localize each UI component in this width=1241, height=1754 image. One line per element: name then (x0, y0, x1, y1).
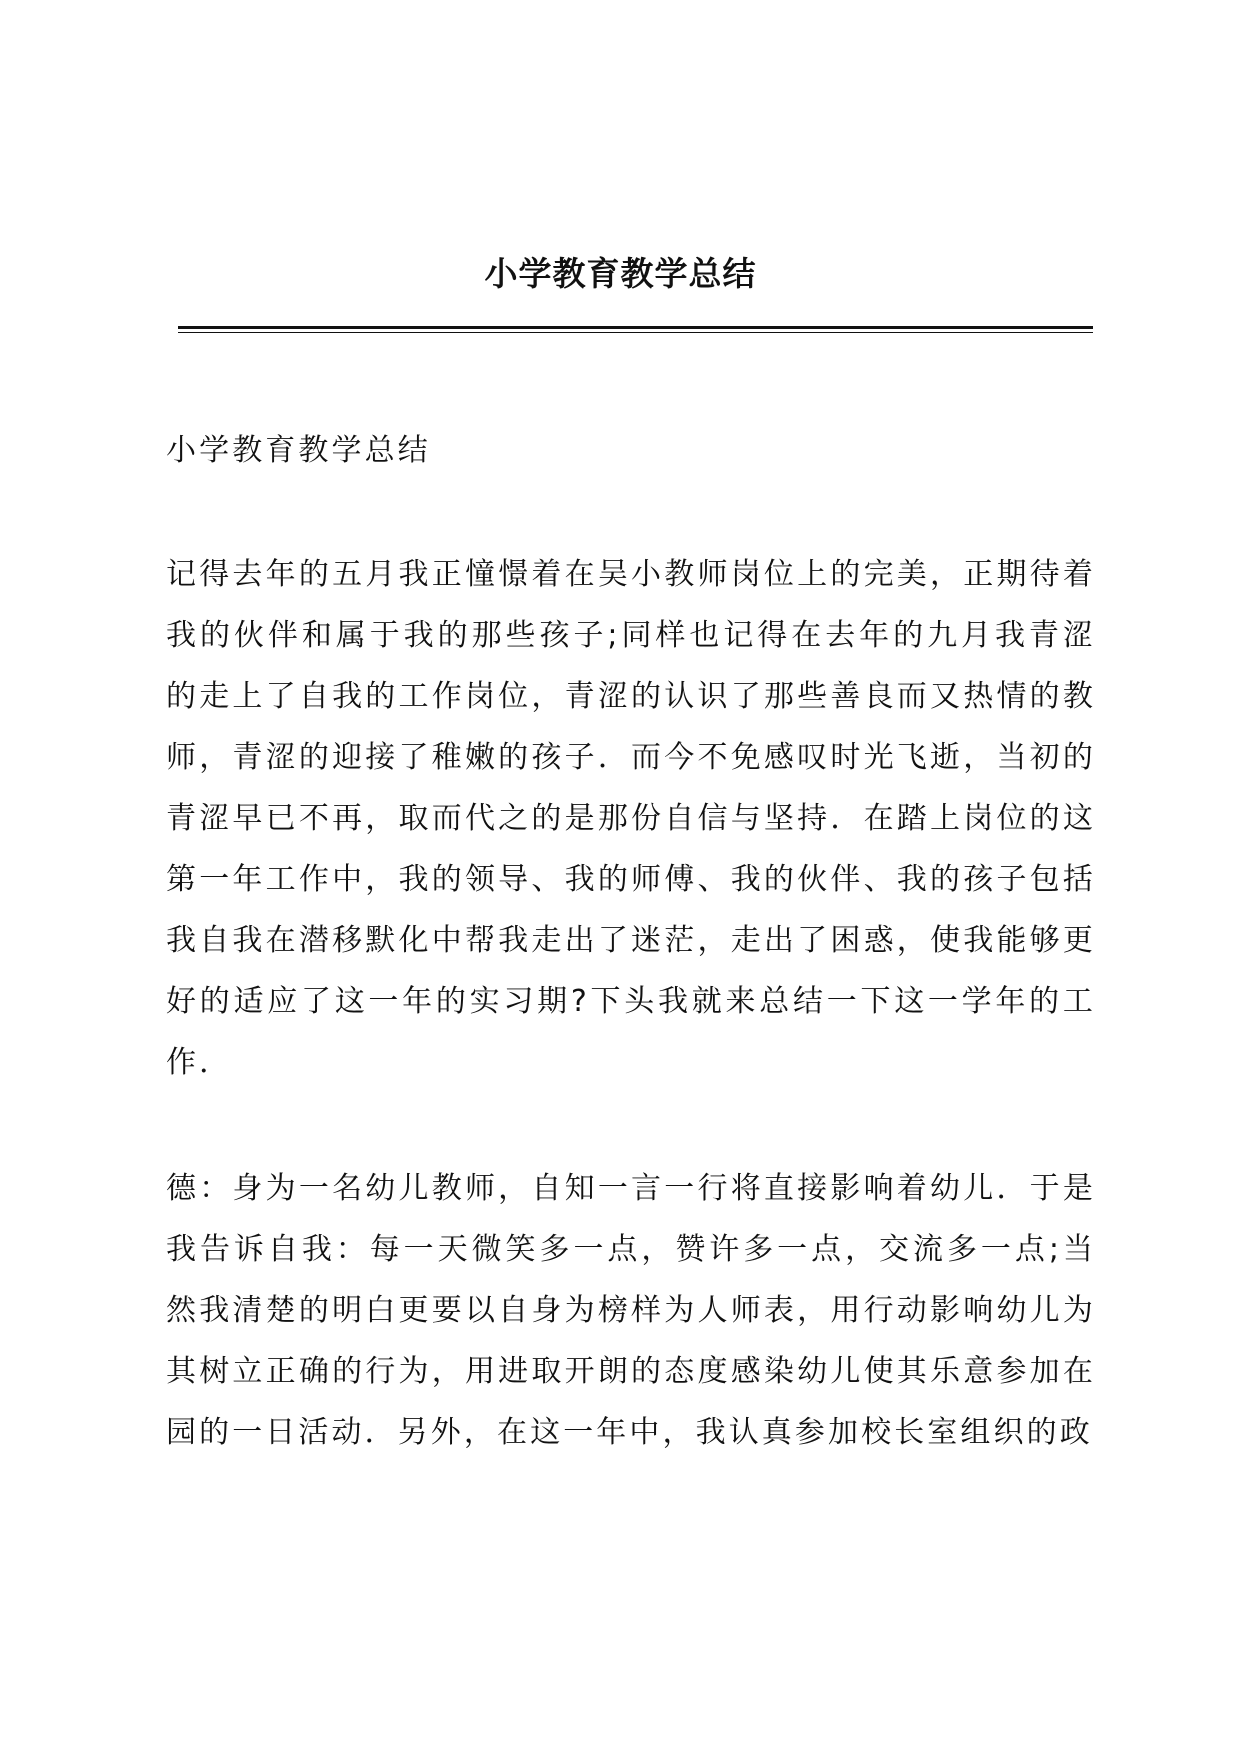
title-rule-thick (178, 326, 1093, 329)
paragraph-1: 记得去年的五月我正憧憬着在吴小教师岗位上的完美，正期待着我的伙伴和属于我的那些孩子;同样也记得在去年的九月我青涩的走上了自我的工作岗位，青涩的认识了那些善良而又热情的教师，青涩的迎接了稚嫩的孩子．而今不免感叹时光飞逝，当初的青涩早已不再，取而代之的是那份自信与坚持．在踏上岗位的这第一年工作中，我的领导、我的师傅、我的伙伴、我的孩子包括我自我在潜移默化中帮我走出了迷茫，走出了困惑，使我能够更好的适应了这一年的实习期?下头我就来总结一下这一学年的工作． (166, 557, 1096, 1080)
document-title: 小学教育教学总结 (484, 254, 757, 293)
body-heading: 小学教育教学总结 (166, 433, 431, 468)
title-rule-thin (178, 332, 1093, 333)
paragraph-2: 德：身为一名幼儿教师，自知一言一行将直接影响着幼儿．于是我告诉自我：每一天微笑多一点，赞许多一点，交流多一点;当然我清楚的明白更要以自身为榜样为人师表，用行动影响幼儿为其树立正确的行为，用进取开朗的态度感染幼儿使其乐意参加在园的一日活动．另外，在这一年中，我认真参加校长室组织的政 (166, 1171, 1096, 1450)
